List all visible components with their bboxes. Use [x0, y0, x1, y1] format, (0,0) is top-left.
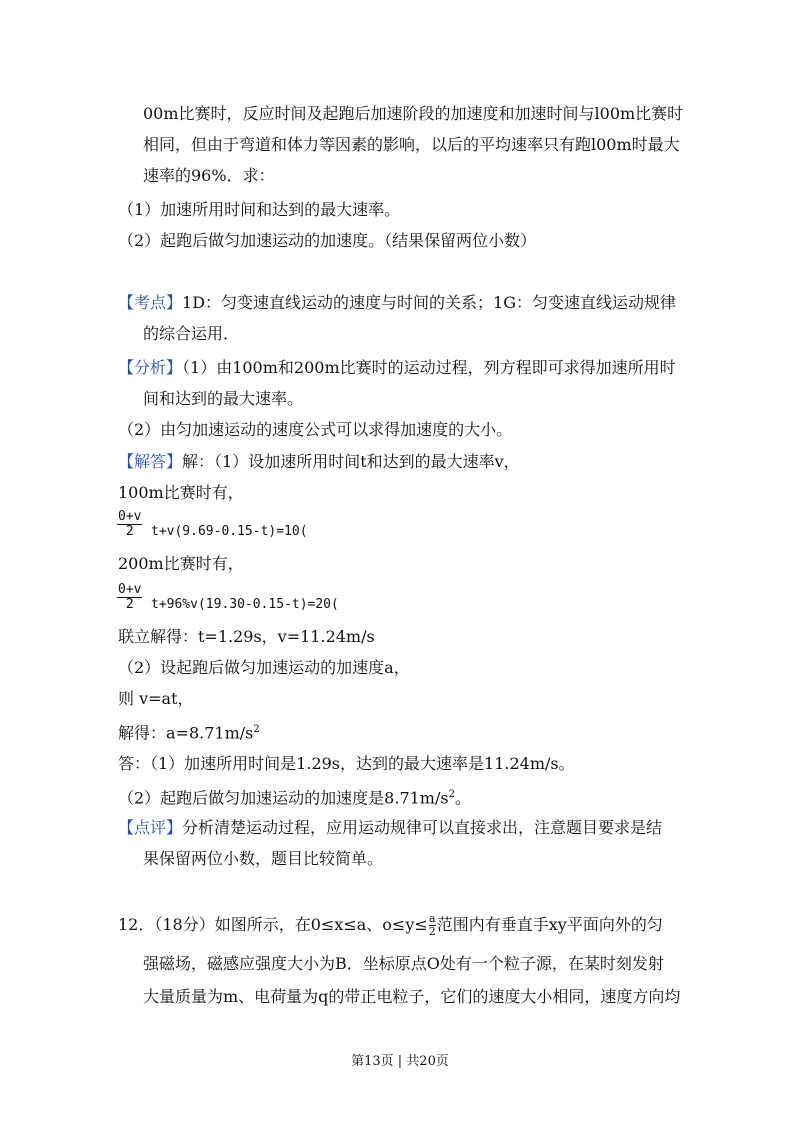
question-1: （1）加速所用时间和达到的最大速率。 [118, 200, 401, 219]
answer-text: （2）起跑后做匀加速运动的加速度是8.71m/s [118, 788, 449, 808]
problem-text-line: 速率的96%．求： [143, 166, 275, 185]
answer-line [118, 785, 471, 808]
fraction [117, 510, 142, 539]
problem-12-line [118, 913, 663, 938]
fraction-denominator: 2 [125, 524, 134, 539]
problem-12-text-post: 范围内有垂直手xy平面向外的匀 [436, 915, 663, 934]
fenxi-line-2: 间和达到的最大速率。 [143, 389, 304, 408]
inline-fraction [429, 913, 436, 938]
solution-line [118, 720, 260, 743]
answer-line: 答：（1）加速所用时间是1.29s，达到的最大速率是11.24m/s。 [118, 754, 575, 773]
fraction-denominator: 2 [125, 597, 134, 612]
equation-1: t+v(9.69-0.15-t)=10( [151, 524, 308, 539]
jieda-text: 解：（1）设加速所用时间t和达到的最大速率v， [182, 452, 520, 471]
solution-line: （2）设起跑后做匀加速运动的加速度a， [118, 658, 410, 677]
dianping-tag: 【点评】 [118, 818, 183, 837]
fraction-numerator: a [428, 912, 436, 925]
fenxi-text: （1）由100m和200m比赛时的运动过程，列方程即可求得加速所用时 [182, 358, 676, 377]
fraction-numerator: 0+v [118, 509, 142, 524]
kaodian-line [118, 293, 676, 313]
solution-text: 解得：a=8.71m/s [118, 723, 254, 743]
problem-12-text: 12．（18分）如图所示，在0≤x≤a、o≤y≤ [118, 915, 428, 934]
dianping-line-2: 果保留两位小数，题目比较简单。 [143, 849, 384, 868]
fenxi-line [118, 358, 676, 378]
solution-line: 联立解得：t=1.29s，v=11.24m/s [118, 627, 375, 646]
equation-2: t+96%v(19.30-0.15-t)=20( [151, 597, 339, 612]
problem-text-line: 相同，但由于弯道和体力等因素的影响，以后的平均速率只有跑l00m时最大 [143, 135, 680, 154]
solution-line: 200m比赛时有， [118, 554, 244, 573]
fenxi-line-3: （2）由匀加速运动的速度公式可以求得加速度的大小。 [118, 420, 513, 439]
page-footer: 第13页 | 共20页 [351, 1054, 449, 1069]
question-2: （2）起跑后做匀加速运动的加速度。（结果保留两位小数） [118, 231, 537, 250]
dianping-line [118, 818, 662, 838]
jieda-tag: 【解答】 [118, 452, 183, 471]
solution-line: 100m比赛时有， [118, 483, 244, 502]
solution-line: 则 v=at， [118, 689, 194, 708]
superscript: 2 [448, 789, 455, 800]
problem-12-line-2: 强磁场，磁感应强度大小为B．坐标原点O处有一个粒子源，在某时刻发射 [143, 954, 664, 973]
fenxi-tag: 【分析】 [118, 358, 183, 377]
kaodian-tag: 【考点】 [118, 293, 183, 312]
fraction-denominator: 2 [428, 925, 436, 938]
superscript: 2 [253, 724, 260, 735]
problem-text-line: 00m比赛时，反应时间及起跑后加速阶段的加速度和加速时间与l00m比赛时 [143, 104, 684, 123]
answer-text-end: 。 [454, 788, 471, 808]
jieda-line [118, 452, 520, 472]
dianping-text: 分析清楚运动过程，应用运动规律可以直接求出，注意题目要求是结 [182, 818, 663, 837]
fraction-numerator: 0+v [118, 582, 142, 597]
kaodian-line-2: 的综合运用． [143, 324, 240, 343]
fraction [117, 583, 142, 612]
problem-12-line-3: 大量质量为m、电荷量为q的带正电粒子，它们的速度大小相同，速度方向均 [143, 987, 681, 1006]
kaodian-text: 1D：匀变速直线运动的速度与时间的关系；1G：匀变速直线运动规律 [182, 293, 676, 312]
